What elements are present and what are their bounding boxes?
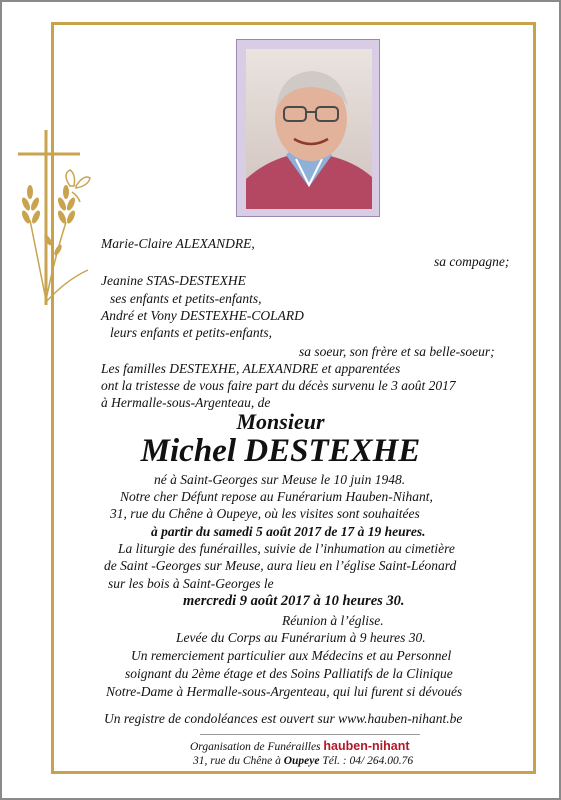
detail-line-5: La liturgie des funérailles, suivie de l’inhumation au cimetière (118, 541, 455, 556)
family-line-7: sa soeur, son frère et sa belle-soeur; (299, 344, 495, 359)
detail-line-13: Notre-Dame à Hermalle-sous-Argenteau, qui lui furent si dévoués (106, 684, 463, 699)
deceased-name: Michel DESTEXHE (140, 433, 421, 469)
detail-line-3: 31, rue du Chêne à Oupeye, où les visites sont souhaitées (110, 506, 420, 521)
brand-logo: hauben-nihant (323, 739, 410, 753)
funeral-date: mercredi 9 août 2017 à 10 heures 30. (183, 593, 405, 609)
footer-divider (200, 734, 420, 735)
family-line-8: Les familles DESTEXHE, ALEXANDRE et apparentées (101, 361, 401, 376)
phone-number: Tél. : 04/ 264.00.76 (322, 755, 414, 767)
deceased-title: Monsieur (236, 409, 325, 434)
family-line-6: leurs enfants et petits-enfants, (110, 325, 272, 340)
detail-line-9: Réunion à l’église. (282, 613, 384, 628)
address-town: Oupeye (283, 755, 320, 767)
family-line-10: à Hermalle-sous-Argenteau, de (101, 395, 271, 410)
family-line-9: ont la tristesse de vous faire part du décès survenu le 3 août 2017 (101, 378, 456, 393)
family-line-2: sa compagne; (434, 254, 510, 269)
family-line-5: André et Vony DESTEXHE-COLARD (101, 308, 304, 323)
condolence-register: Un registre de condoléances est ouvert sur www.hauben-nihant.be (104, 711, 463, 726)
family-line-3: Jeanine STAS-DESTEXHE (101, 273, 246, 288)
detail-line-12: soignant du 2ème étage et des Soins Palliatifs de la Clinique (125, 666, 453, 681)
detail-line-11: Un remerciement particulier aux Médecins et au Personnel (131, 648, 452, 663)
detail-line-2: Notre cher Défunt repose au Funérarium Hauben-Nihant, (120, 489, 433, 504)
detail-line-7: sur les bois à Saint-Georges le (108, 576, 274, 591)
cross-wheat-butterfly-icon (18, 130, 98, 310)
funeral-home-address (193, 755, 413, 767)
family-line-1: Marie-Claire ALEXANDRE, (101, 236, 255, 251)
visiting-hours: à partir du samedi 5 août 2017 de 17 à 19 heures. (151, 524, 426, 539)
org-label: Organisation de Funérailles (190, 741, 321, 753)
address-street: 31, rue du Chêne à (193, 755, 281, 767)
detail-line-6: de Saint -Georges sur Meuse, aura lieu en l’église Saint-Léonard (104, 558, 457, 573)
family-line-4: ses enfants et petits-enfants, (110, 291, 262, 306)
birth-line: né à Saint-Georges sur Meuse le 10 juin 1948. (154, 472, 406, 487)
detail-line-10: Levée du Corps au Funérarium à 9 heures 30. (176, 630, 426, 645)
funeral-organiser (190, 739, 410, 753)
portrait-photo (236, 39, 380, 217)
